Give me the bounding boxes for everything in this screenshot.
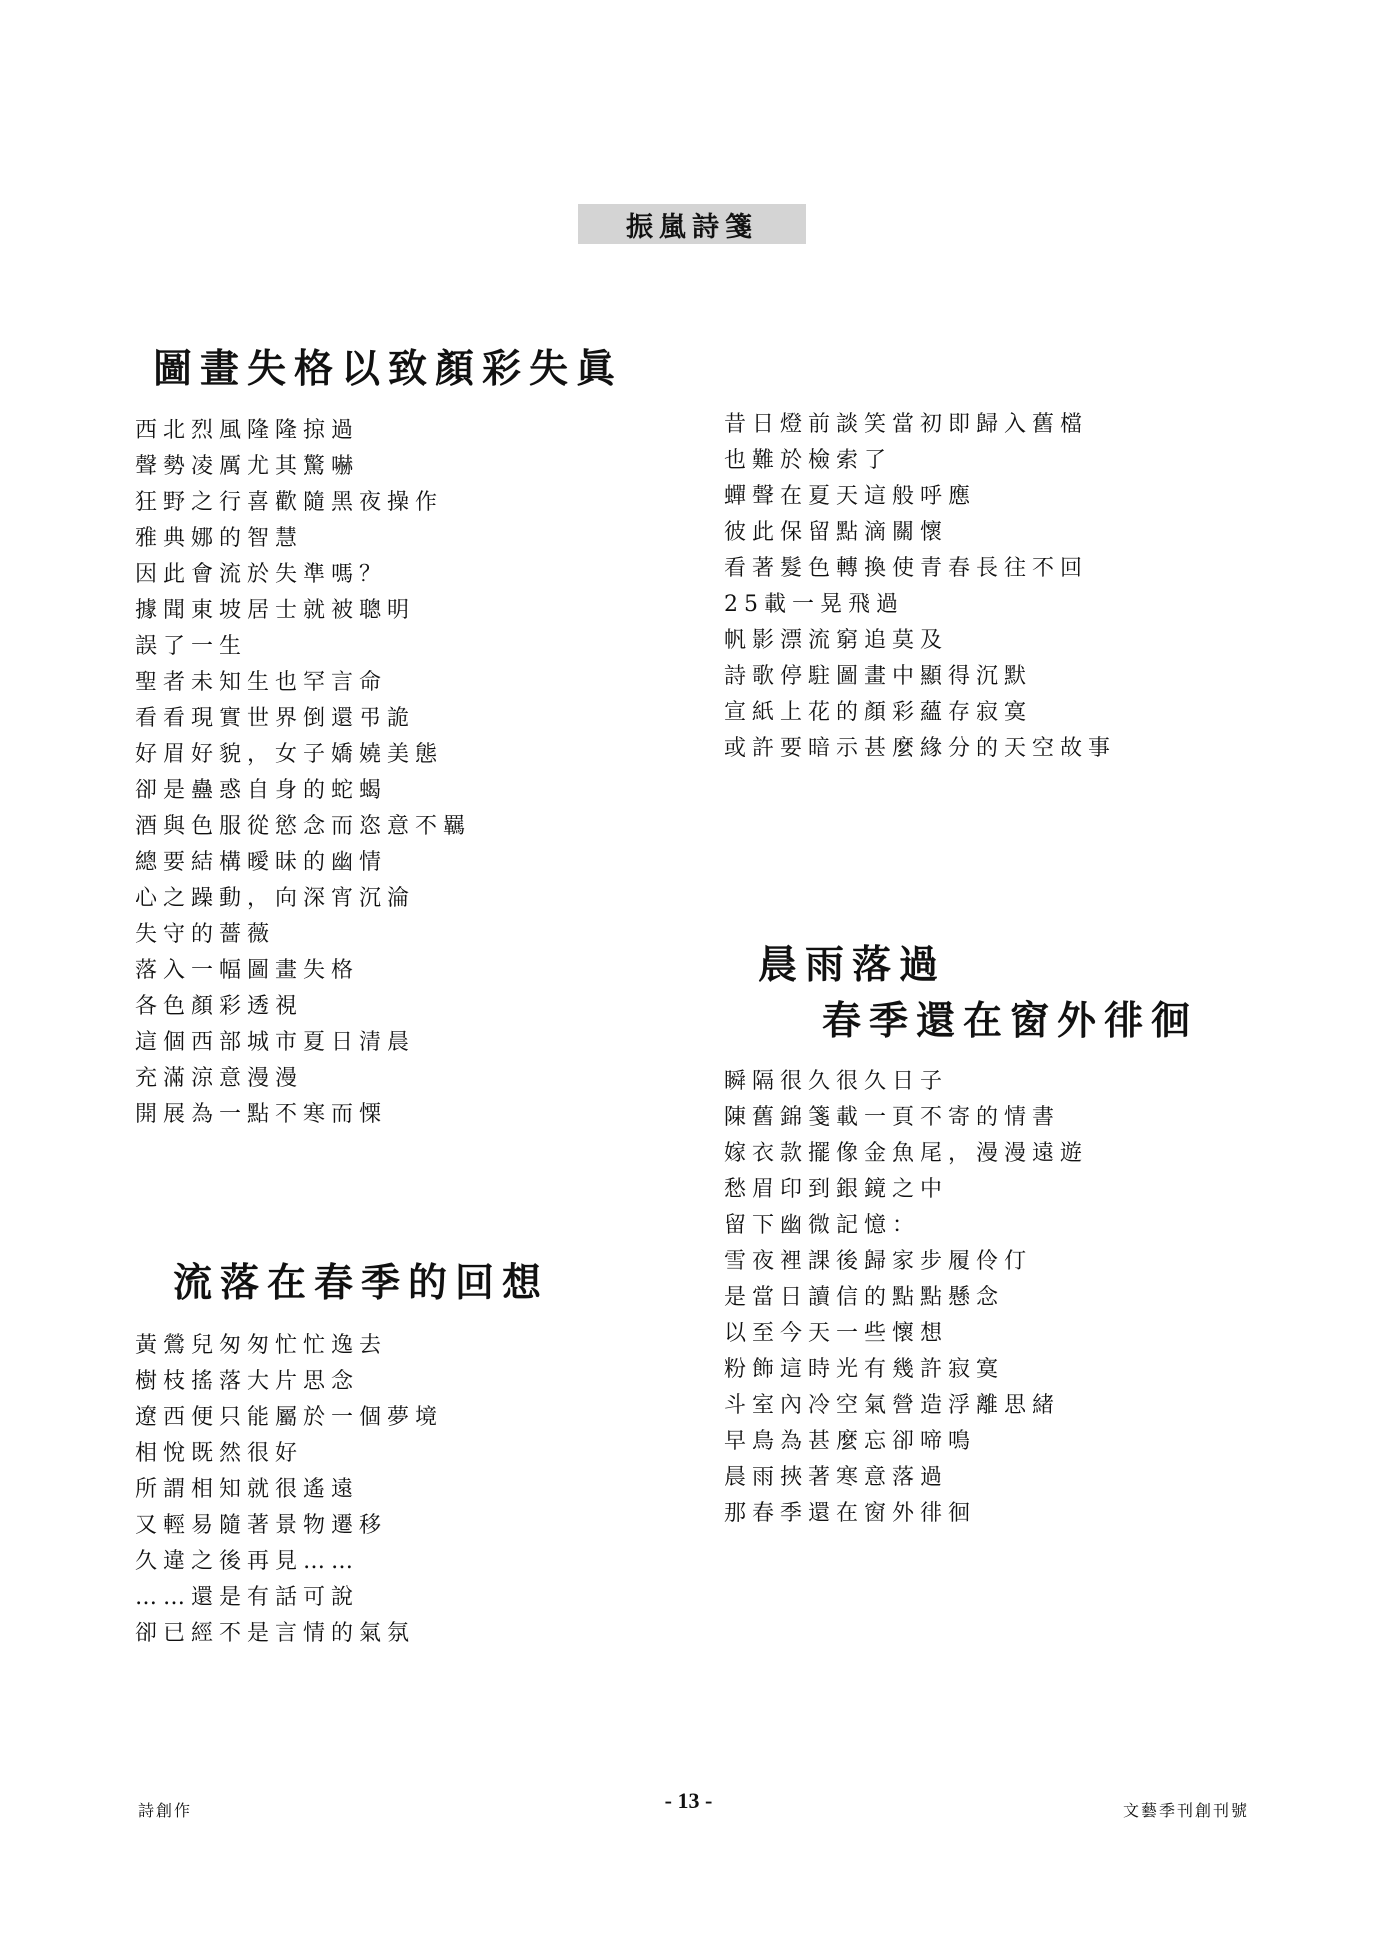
poem-line: 斗室內冷空氣營造浮離思緒: [724, 1393, 1061, 1418]
poem-line: 各色顏彩透視: [135, 994, 304, 1019]
poem-line: 晨雨挾著寒意落過: [724, 1465, 949, 1490]
section-title-banner: [578, 204, 806, 244]
poem-title-2: 流落在春季的回想: [173, 1260, 550, 1306]
poem-line: 愁眉印到銀鏡之中: [724, 1177, 949, 1202]
poem-line: 嫁衣款擺像金魚尾，漫漫遠遊: [724, 1141, 1089, 1166]
poem-line: 昔日燈前談笑當初即歸入舊檔: [724, 412, 1089, 437]
poem-line: 相悅既然很好: [135, 1441, 304, 1466]
poem-line: 聲勢凌厲尤其驚嚇: [135, 454, 360, 479]
poem-line: 充滿涼意漫漫: [135, 1066, 304, 1091]
poem-line: 遼西便只能屬於一個夢境: [135, 1405, 444, 1430]
poem-line: 開展為一點不寒而慄: [135, 1102, 388, 1127]
poem-line: 久違之後再見……: [135, 1549, 360, 1574]
poem-line: 失守的薔薇: [135, 922, 276, 947]
poem-line: ……還是有話可說: [135, 1585, 360, 1610]
poem-line: 落入一幅圖畫失格: [135, 958, 360, 983]
poem-line: 卻是蠱惑自身的蛇蝎: [135, 778, 388, 803]
poem-line: 所謂相知就很遙遠: [135, 1477, 360, 1502]
poem-line: 留下幽微記憶：: [724, 1213, 921, 1238]
poem-line: 聖者未知生也罕言命: [135, 670, 388, 695]
poem-line: 這個西部城市夏日清晨: [135, 1030, 416, 1055]
poem-line: 以至今天一些懷想: [724, 1321, 949, 1346]
poem-line: 早鳥為甚麼忘卻啼鳴: [724, 1429, 977, 1454]
poem-line: 雅典娜的智慧: [135, 526, 304, 551]
poem-3-lines: [724, 1064, 1088, 1532]
poem-line: 彼此保留點滴關懷: [724, 520, 949, 545]
poem-line: 酒與色服從慾念而恣意不羈: [135, 814, 472, 839]
poem-line: 是當日讀信的點點懸念: [724, 1285, 1005, 1310]
poem-line: 又輕易隨著景物遷移: [135, 1513, 388, 1538]
poem-title-3-line-2: 春季還在窗外徘徊: [822, 998, 1199, 1044]
poem-line: 宣紙上花的顏彩蘊存寂寞: [724, 700, 1033, 725]
footer-publication: 文藝季刊創刊號: [1122, 1801, 1249, 1820]
poem-line: 狂野之行喜歡隨黑夜操作: [135, 490, 444, 515]
poem-line: 看著髮色轉換使青春長往不回: [724, 556, 1089, 581]
poem-line: 卻已經不是言情的氣氛: [135, 1621, 416, 1646]
poem-2-lines: [135, 1328, 443, 1652]
section-title: 振嵐詩箋: [626, 211, 758, 243]
poem-line: 25載一晃飛過: [724, 592, 904, 617]
poem-line: 樹枝搖落大片思念: [135, 1369, 360, 1394]
footer-category: 詩創作: [138, 1801, 193, 1820]
poem-line: 或許要暗示甚麼緣分的天空故事: [724, 736, 1117, 761]
poem-title-3-line-1: 晨雨落過: [758, 942, 947, 988]
poem-line: 詩歌停駐圖畫中顯得沉默: [724, 664, 1033, 689]
poem-line: 瞬隔很久很久日子: [724, 1069, 949, 1094]
poem-line: 好眉好貌，女子嬌嬈美態: [135, 742, 444, 767]
poem-line: 陳舊錦箋載一頁不寄的情書: [724, 1105, 1061, 1130]
poem-line: 帆影漂流窮追莫及: [724, 628, 949, 653]
poem-line: 西北烈風隆隆掠過: [135, 418, 360, 443]
poem-line: 據聞東坡居士就被聰明: [135, 598, 416, 623]
poem-line: 雪夜裡課後歸家步履伶仃: [724, 1249, 1033, 1274]
page-number: - 13 -: [664, 1788, 713, 1813]
poem-line: 蟬聲在夏天這般呼應: [724, 484, 977, 509]
poem-1-lines-right: [724, 407, 1116, 767]
poem-line: 誤了一生: [135, 634, 248, 659]
poem-line: 也難於檢索了: [724, 448, 893, 473]
poem-line: 看看現實世界倒還弔詭: [135, 706, 416, 731]
poem-line: 因此會流於失準嗎？: [135, 562, 388, 587]
poem-line: 粉飾這時光有幾許寂寞: [724, 1357, 1005, 1382]
poem-line: 心之躁動，向深宵沉淪: [135, 886, 416, 911]
poem-line: 黃鶯兒匆匆忙忙逸去: [135, 1333, 388, 1358]
poem-line: 那春季還在窗外徘徊: [724, 1501, 977, 1526]
poem-line: 總要結構曖昧的幽情: [135, 850, 388, 875]
poem-title-1: 圖畫失格以致顏彩失眞: [153, 346, 624, 392]
poem-1-lines-left: [135, 413, 471, 1133]
